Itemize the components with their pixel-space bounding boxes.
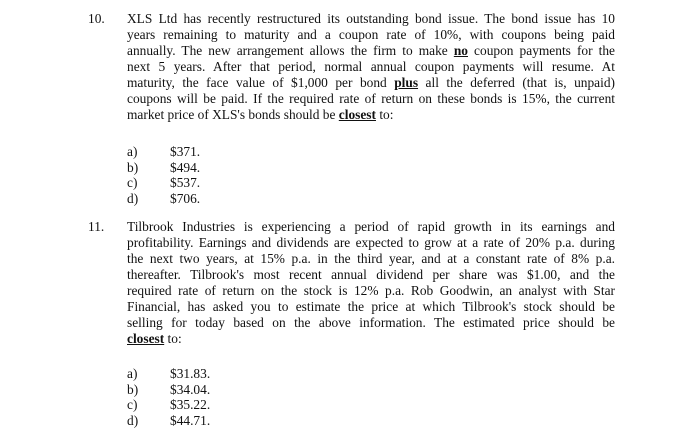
option-letter: b) (127, 381, 139, 397)
text-line: the next two years, at 15% p.a. in the third year, and at a constant rate of 8% p.a. (127, 251, 615, 266)
text-line: thereafter. Tilbrook's most recent annual dividend per share was $1.00, and the (127, 267, 615, 282)
option-letter: d) (127, 412, 139, 428)
text-line: maturity, the face value of $1,000 per bond plus all the deferred (that is, unpaid) (127, 75, 615, 90)
text-line: XLS Ltd has recently restructured its outstanding bond issue. The bond issue has 10 (127, 11, 615, 26)
option-value: $494. (170, 159, 201, 175)
emphasis-plus: plus (394, 75, 419, 90)
text-line: next 5 years. After that period, normal annual coupon payments will resume. At (127, 59, 615, 74)
option-value: $371. (170, 144, 201, 159)
text-line: years remaining to maturity and a coupon rate of 10%, with coupons being paid (127, 27, 615, 42)
option-letter: d) (127, 190, 139, 206)
emphasis-no: no (453, 43, 468, 58)
option-value: $35.22. (170, 397, 211, 413)
text-line: annually. The new arrangement allows the firm to make no coupon payments for the (127, 43, 615, 58)
option-value: $706. (170, 190, 201, 206)
option-value: $44.71. (170, 412, 211, 428)
option-letter: c) (127, 397, 138, 413)
question-number: 11. (88, 219, 105, 234)
text-line: coupons will be paid. If the required rate of return on these bonds is 15%, the current (127, 91, 615, 106)
text-line: required rate of return on the stock is 12% p.a. Rob Goodwin, an analyst with Star (127, 283, 615, 298)
text-line: market price of XLS's bonds should be closest to: (127, 107, 394, 122)
text-line: Tilbrook Industries is experiencing a period of rapid growth in its earnings and (127, 219, 615, 234)
question-text (127, 11, 615, 123)
text-line: closest to: (127, 331, 182, 346)
emphasis-closest: closest (338, 107, 376, 122)
option-value: $31.83. (170, 366, 211, 381)
question-number: 10. (88, 11, 105, 26)
emphasis-closest: closest (127, 331, 165, 346)
option-value: $537. (170, 175, 201, 191)
question-text (127, 219, 615, 347)
option-letter: c) (127, 175, 138, 191)
option-letter: b) (127, 159, 139, 175)
text-line: selling for today based on the above information. The estimated price should be (127, 315, 615, 330)
option-letter: a) (127, 366, 138, 381)
option-value: $34.04. (170, 381, 211, 397)
text-line: Financial, has asked you to estimate the price at which Tilbrook's stock should be (127, 299, 615, 314)
option-letter: a) (127, 144, 138, 159)
text-line: profitability. Earnings and dividends are expected to grow at a rate of 20% p.a. during (127, 235, 615, 250)
